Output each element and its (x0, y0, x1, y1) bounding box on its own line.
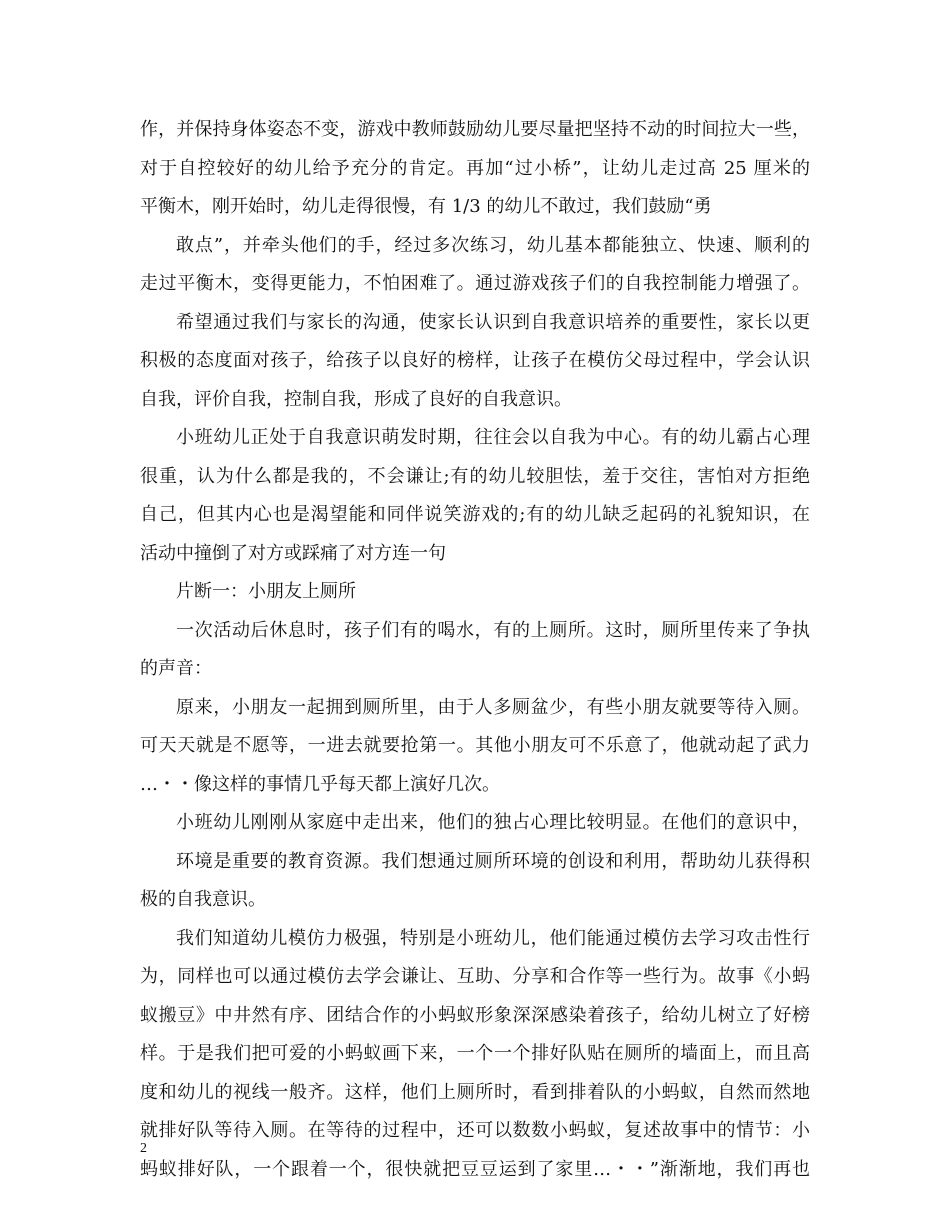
text-line: 很重，认为什么都是我的，不会谦让;有的幼儿较胆怯，羞于交往，害怕对方拒绝 (140, 466, 810, 487)
text-line: 活动中撞倒了对方或踩痛了对方连一句 (140, 543, 446, 564)
text-line: 度和幼儿的视线一般齐。这样，他们上厕所时，看到排着队的小蚂蚁，自然而然地 (140, 1082, 810, 1103)
text-line: 环境是重要的教育资源。我们想通过厕所环境的创设和利用，帮助幼儿获得积 (176, 851, 810, 872)
text-line: 我们知道幼儿模仿力极强，特别是小班幼儿，他们能通过模仿去学习攻击性行 (176, 928, 810, 949)
text-line: 的声音： (140, 658, 212, 679)
text-line: 走过平衡木，变得更能力，不怕困难了。通过游戏孩子们的自我控制能力增强了。 (140, 273, 810, 294)
text-line: 蚂蚁排好队，一个跟着一个，很快就把豆豆运到了家里…・・”渐渐地，我们再也 (140, 1159, 810, 1180)
text-line: 样。于是我们把可爱的小蚂蚁画下来，一个一个排好队贴在厕所的墙面上，而且高 (140, 1043, 810, 1064)
text-line: 作，并保持身体姿态不变，游戏中教师鼓励幼儿要尽量把坚持不动的时间拉大一些， (140, 119, 810, 140)
text-line: 敢点”，并牵头他们的手，经过多次练习，幼儿基本都能独立、快速、顺利的 (176, 235, 810, 256)
section-heading: 片断一：小朋友上厕所 (176, 581, 356, 602)
text-line: 原来，小朋友一起拥到厕所里，由于人多厕盆少，有些小朋友就要等待入厕。 (176, 697, 810, 718)
text-line: 自我，评价自我，控制自我，形成了良好的自我意识。 (140, 389, 572, 410)
text-line: 为，同样也可以通过模仿去学会谦让、互助、分享和合作等一些行为。故事《小蚂 (140, 966, 810, 987)
text-line: 平衡木，刚开始时，幼儿走得很慢，有 1/3 的幼儿不敢过，我们鼓励“勇 (140, 196, 712, 217)
text-line: 积极的态度面对孩子，给孩子以良好的榜样，让孩子在模仿父母过程中，学会认识 (140, 350, 810, 371)
text-line: …・・像这样的事情几乎每天都上演好几次。 (140, 774, 500, 795)
text-line: 一次活动后休息时，孩子们有的喝水，有的上厕所。这时，厕所里传来了争执 (176, 620, 810, 641)
text-line: 自己，但其内心也是渴望能和同伴说笑游戏的;有的幼儿缺乏起码的礼貌知识，在 (140, 504, 810, 525)
text-line: 可天天就是不愿等，一进去就要抢第一。其他小朋友可不乐意了，他就动起了武力 (140, 735, 810, 756)
text-line: 对于自控较好的幼儿给予充分的肯定。再加“过小桥”，让幼儿走过高 25 厘米的 (140, 158, 810, 179)
text-line: 小班幼儿正处于自我意识萌发时期，往往会以自我为中心。有的幼儿霸占心理 (176, 427, 810, 448)
text-line: 蚁搬豆》中井然有序、团结合作的小蚂蚁形象深深感染着孩子，给幼儿树立了好榜 (140, 1005, 810, 1026)
text-line: 就排好队等待入厕。在等待的过程中，还可以数数小蚂蚁，复述故事中的情节：小 (140, 1120, 810, 1141)
text-line: 小班幼儿刚刚从家庭中走出来，他们的独占心理比较明显。在他们的意识中， (176, 812, 810, 833)
text-line: 极的自我意识。 (140, 889, 266, 910)
text-line: 希望通过我们与家长的沟通，使家长认识到自我意识培养的重要性，家长以更 (176, 312, 810, 333)
page-number: 2 (140, 1141, 147, 1156)
